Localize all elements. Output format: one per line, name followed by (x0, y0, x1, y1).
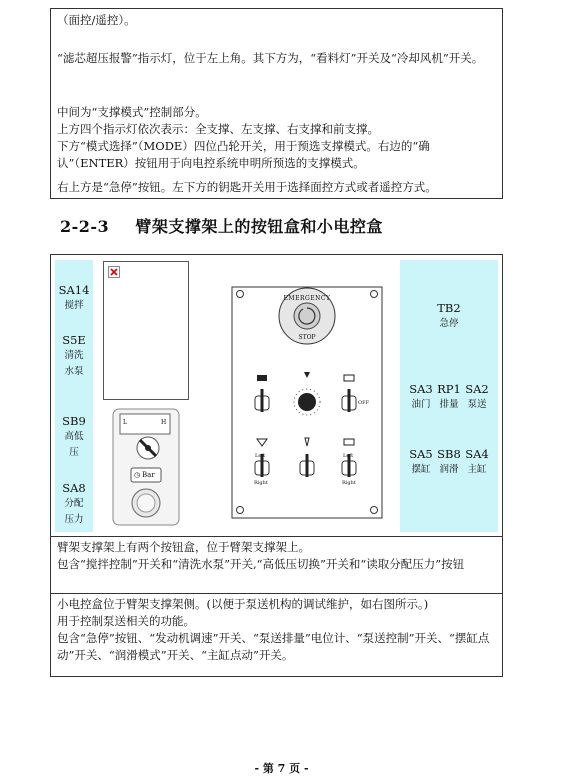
label-tb2 (400, 300, 498, 332)
gauge-icon: ◷ (134, 471, 141, 479)
label-code: SA14 (58, 283, 90, 297)
label-code: S5E (62, 333, 86, 347)
caption-box-1 (50, 536, 503, 594)
support-mode-line-2: 上方四个指示灯依次表示：全支撑、左支撑、右支撑和前支撑。 (57, 122, 379, 136)
label-name: 润滑 (439, 464, 459, 475)
label-sa3 (408, 381, 434, 413)
intro-line-1: （面控/遥控）。 (57, 13, 136, 27)
label-name: 泵送 (467, 399, 487, 410)
support-mode-line-3: 下方“模式选择”（MODE）四位凸轮开关，用于预选支撑模式。右边的“确认”（ENTER）按钮用于向电控系统申明所预选的支撑模式。 (57, 139, 430, 170)
bar-button-label: Bar (142, 471, 155, 479)
label-s5e (55, 332, 93, 380)
caption-box-2 (50, 593, 503, 677)
label-sa14 (55, 282, 93, 314)
switch-left-label-2: Left (343, 453, 354, 459)
label-name: 排量 (439, 399, 459, 410)
switch-right-label-1: Right (254, 480, 268, 486)
label-code: SA2 (465, 382, 489, 396)
label-code: RP1 (437, 382, 461, 396)
broken-image-placeholder (103, 261, 189, 400)
label-name: 主缸 (467, 464, 487, 475)
label-rp1 (436, 381, 462, 413)
estop-paragraph: 右上方是“急停”按钮。左下方的钥匙开关用于选择面控方式或者遥控方式。 (57, 180, 437, 194)
page-footer: - 第 7 页 - (254, 762, 309, 775)
intro-text-box (50, 8, 503, 199)
label-sa4 (464, 446, 490, 478)
label-name: 清洗水泵 (64, 350, 84, 377)
label-sb9 (55, 413, 93, 461)
caption2-line-2: 用于控制泵送相关的功能。 (57, 614, 195, 628)
label-code: SA4 (465, 447, 489, 461)
label-code: SB8 (437, 447, 461, 461)
label-name: 搅拌 (64, 300, 84, 311)
high-label: H (161, 419, 167, 426)
label-code: SB9 (62, 414, 86, 428)
low-label: L (123, 419, 127, 426)
label-name: 高低压 (64, 431, 84, 458)
section-number: 2-2-3 (60, 217, 110, 236)
section-title: 臂架支撑架上的按钮盒和小电控盒 (135, 217, 383, 236)
button-box-drawing (112, 408, 182, 528)
broken-image-icon (108, 266, 120, 278)
caption1-line-1: 臂架支撑架上有两个按钮盒，位于臂架支撑架上。 (57, 540, 310, 554)
label-sa5 (408, 446, 434, 478)
estop-text-top: EMERGENCY (283, 295, 331, 302)
switch-left-label-1: Left (255, 453, 266, 459)
caption1-line-2: 包含“搅拌控制”开关和“清洗水泵”开关,“高低压切换”开关和“读取分配压力”按钮 (57, 557, 465, 571)
label-name: 油门 (411, 399, 431, 410)
label-sa8 (55, 480, 93, 528)
label-code: SA5 (409, 447, 433, 461)
label-name: 摆缸 (411, 464, 431, 475)
switch-off-label: OFF (358, 400, 370, 406)
filter-alarm-paragraph: “滤芯超压报警”指示灯，位于左上角。其下方为，“看料灯”开关及“冷却风机”开关。 (57, 51, 484, 65)
label-sb8 (436, 446, 462, 478)
label-code: TB2 (437, 301, 461, 315)
label-code: SA8 (62, 481, 86, 495)
label-name: 分配压力 (64, 498, 84, 525)
label-code: SA3 (409, 382, 433, 396)
support-mode-line-1: 中间为“支撑模式”控制部分。 (57, 105, 207, 119)
switch-right-label-2: Right (342, 480, 356, 486)
label-sa2 (464, 381, 490, 413)
caption2-line-3: 包含“急停”按钮、“发动机调速”开关、“泵送排量”电位计、“泵送控制”开关、“摆缸点动”开关、“润滑模式”开关、“主缸点动”开关。 (57, 631, 490, 662)
caption2-line-1: 小电控盒位于臂架支撑架侧。(以便于泵送机构的调试维护，如右图所示。) (57, 597, 429, 611)
estop-text-bottom: STOP (298, 334, 316, 341)
label-name: 急停 (439, 318, 459, 329)
section-heading (60, 214, 383, 237)
